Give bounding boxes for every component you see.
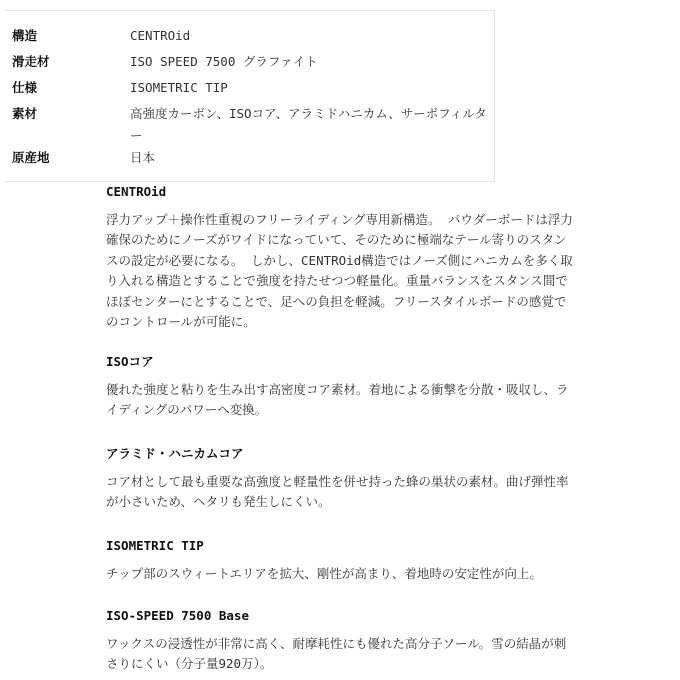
section-body: ワックスの浸透性が非常に高く、耐摩耗性にも優れた高分子ソール。雪の結晶が刺さりにくい（分子量920万）。 — [106, 636, 567, 672]
section-body: コア材として最も重要な高強度と軽量性を併せ持った蜂の巣状の素材。曲げ弾性率が小さいため、ヘタリも発生しにくい。 — [106, 474, 569, 510]
spec-value: 高強度カーボン、ISOコア、アラミドハニカム、サーボフィルター — [130, 106, 487, 143]
section-title: CENTROid — [106, 184, 167, 199]
section-iso-core — [106, 352, 576, 421]
spec-value: CENTROid — [130, 28, 191, 43]
section-iso-speed-base — [106, 606, 576, 675]
spec-label: 原産地 — [12, 150, 50, 165]
section-aramid-honeycomb — [106, 444, 576, 513]
spec-label: 仕様 — [12, 80, 38, 95]
spec-label: 素材 — [12, 106, 38, 121]
section-title: アラミド・ハニカムコア — [106, 446, 244, 461]
spec-value: 日本 — [130, 150, 156, 165]
section-body: チップ部のスウィートエリアを拡大、剛性が高まり、着地時の安定性が向上。 — [106, 566, 542, 581]
spec-value: ISOMETRIC TIP — [130, 80, 228, 95]
section-centroid — [106, 182, 576, 332]
section-body: 浮力アップ＋操作性重視のフリーライディング専用新構造。 パウダーボードは浮力確保のためにノーズがワイドになっていて、そのために極端なテール寄りのスタンスの設定が必要になる。 しかし、CENTROid構造ではノーズ側にハニカムを多く取り入れる構造とすることで強度を持たせつつ軽量化。重量バランスをスタンス間でほぼセンターにとすることで、足への負担を軽減。フリースタイルボードの感覚でのコントロールが可能に。 — [106, 212, 573, 330]
section-body: 優れた強度と粘りを生み出す高密度コア素材。着地による衝撃を分散・吸収し、ライディングのパワーへ変換。 — [106, 382, 569, 418]
spec-label: 構造 — [12, 28, 38, 43]
section-isometric-tip — [106, 536, 576, 584]
spec-table — [4, 10, 495, 182]
spec-value: ISO SPEED 7500 グラファイト — [130, 54, 318, 69]
section-title: ISO-SPEED 7500 Base — [106, 608, 249, 623]
spec-label: 滑走材 — [12, 54, 50, 69]
section-title: ISOコア — [106, 354, 154, 369]
section-title: ISOMETRIC TIP — [106, 538, 204, 553]
